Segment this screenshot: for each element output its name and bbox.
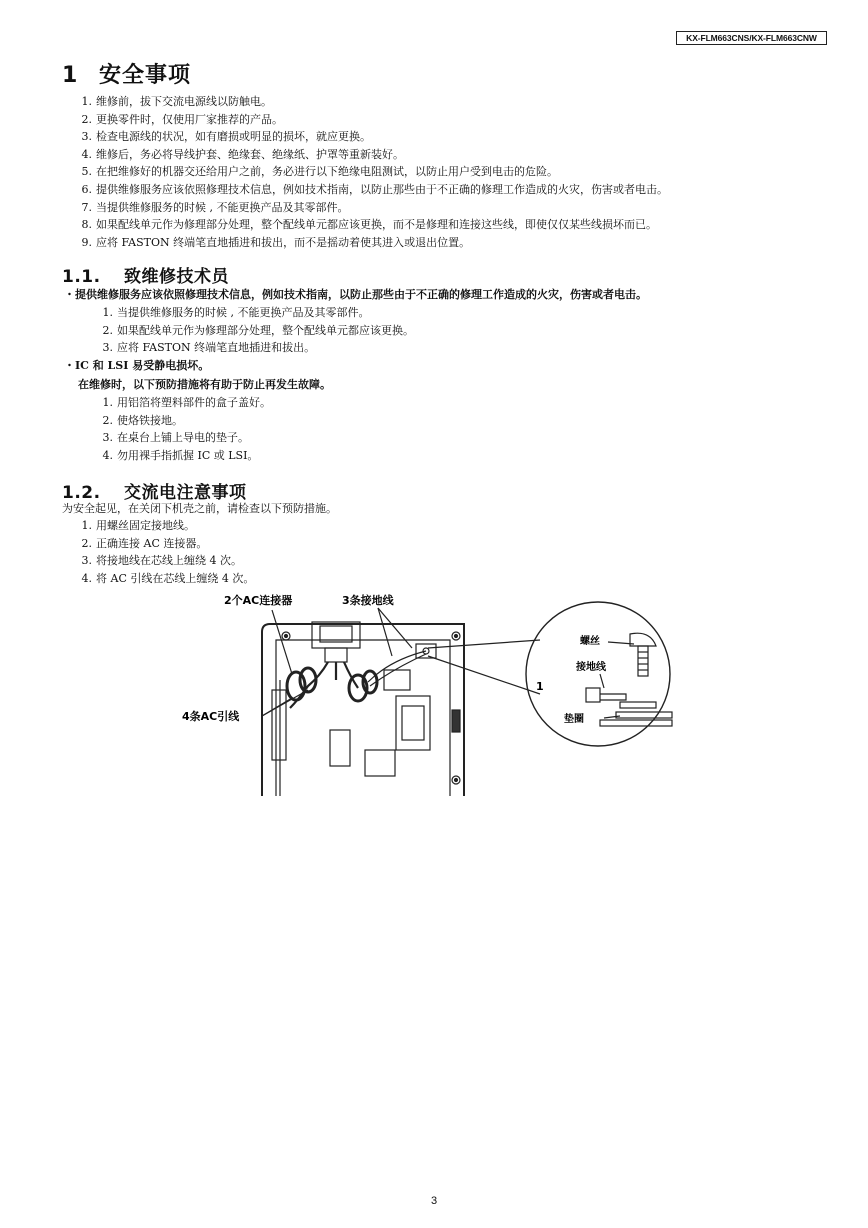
list-item-text: 维修后，务必将导线护套、绝缘套、绝缘纸、护罩等重新装好。 (96, 147, 404, 161)
list-item (95, 429, 271, 447)
list-item-text: 当提供维修服务的时候 , 不能更换产品及其零部件。 (96, 200, 349, 214)
list-item (74, 535, 254, 553)
list-item-number: 1. (102, 396, 113, 409)
label-screw: 螺丝 (580, 636, 600, 647)
list-item-number: 2. (81, 536, 92, 550)
list-item-text: 维修前，拔下交流电源线以防触电。 (96, 95, 272, 108)
label-ground-wire: 接地线 (576, 662, 606, 673)
technician-bullet-2-sub: 在维修时，以下预防措施将有助于防止再发生故障。 (78, 378, 331, 391)
list-item (95, 447, 271, 465)
section-title: 安全事项 (99, 63, 192, 88)
list-item-text: 正确连接 AC 连接器。 (96, 536, 208, 550)
list-item-number: 2. (102, 413, 113, 427)
section-1-1-heading (62, 262, 229, 287)
list-item-text: 将接地线在芯线上缠绕 4 次。 (96, 554, 242, 568)
section-title: 交流电注意事项 (124, 483, 247, 503)
section-title: 致维修技术员 (124, 267, 229, 287)
label-ground-wires: 3条接地线 (342, 594, 394, 607)
model-number-box: KX-FLM663CNS/KX-FLM663CNW (676, 31, 827, 45)
list-item (74, 517, 254, 535)
list-item (95, 412, 271, 430)
list-item-text: 当提供维修服务的时候 , 不能更换产品及其零部件。 (117, 306, 370, 319)
list-item-number: 9. (81, 235, 92, 249)
list-item (74, 181, 668, 199)
ac-intro: 为安全起见，在关闭下机壳之前，请检查以下预防措施。 (62, 502, 337, 515)
list-item-text: 检查电源线的状况，如有磨损或明显的损坏，就应更换。 (96, 130, 371, 144)
list-item (74, 570, 254, 588)
list-item-number: 1. (102, 306, 113, 319)
list-item-text: 将 AC 引线在芯线上缠绕 4 次。 (96, 571, 255, 585)
list-item (74, 552, 254, 570)
list-item (74, 216, 668, 234)
list-item-number: 4. (81, 147, 92, 161)
list-item-text: 勿用裸手指抓握 IC 或 LSI。 (117, 448, 259, 462)
section-number: 1.2. (62, 483, 101, 503)
list-item-number: 2. (102, 323, 113, 337)
list-item (74, 128, 668, 146)
section-number: 1 (62, 63, 79, 88)
ac-list (74, 517, 254, 587)
list-item (74, 199, 668, 217)
list-item (74, 163, 668, 181)
list-item-text: 用螺丝固定接地线。 (96, 519, 195, 532)
technician-bullet-2: ・IC 和 LSI 易受静电损坏。 (64, 359, 210, 372)
section-1-heading (62, 58, 191, 89)
label-number-one: 1 (536, 680, 544, 693)
list-item-text: 应将 FASTON 终端笔直地插进和拔出，而不是摇动着使其进入或退出位置。 (96, 235, 471, 249)
safety-list (74, 93, 668, 251)
list-item (74, 111, 668, 129)
list-item-number: 1. (81, 95, 92, 108)
list-item-number: 2. (81, 112, 92, 126)
list-item-number: 6. (81, 182, 92, 196)
list-item-number: 7. (81, 200, 92, 214)
list-item-text: 在把维修好的机器交还给用户之前，务必进行以下绝缘电阻测试，以防止用户受到电击的危险。 (96, 165, 558, 179)
list-item-number: 3. (81, 554, 92, 568)
list-item (74, 93, 668, 111)
grounding-diagram (180, 590, 680, 796)
list-item (74, 146, 668, 164)
list-item-number: 5. (81, 165, 92, 179)
label-ac-leads: 4条AC引线 (182, 710, 240, 723)
list-item (95, 394, 271, 412)
list-item-text: 更换零件时，仅使用厂家推荐的产品。 (96, 112, 283, 126)
list-item-text: 在桌台上铺上导电的垫子。 (117, 431, 249, 445)
list-item-text: 如果配线单元作为修理部分处理，整个配线单元都应该更换，而不是修理和连接这些线，即使仅仅某些线损坏而已。 (96, 218, 657, 232)
list-item (74, 234, 668, 252)
technician-bullet-1: ・提供维修服务应该依照修理技术信息，例如技术指南，以防止那些由于不正确的修理工作造成的火灾，伤害或者电击。 (64, 288, 647, 301)
list-item-number: 3. (102, 341, 113, 355)
list-item-text: 如果配线单元作为修理部分处理，整个配线单元都应该更换。 (117, 323, 414, 337)
list-item-number: 4. (102, 448, 113, 462)
section-number: 1.1. (62, 267, 101, 287)
page-number: 3 (430, 1195, 438, 1207)
list-item-number: 4. (81, 571, 92, 585)
list-item (95, 322, 414, 340)
list-item-number: 1. (81, 519, 92, 532)
list-item-text: 用铝箔将塑料部件的盒子盖好。 (117, 396, 271, 409)
technician-list-2 (95, 394, 271, 464)
list-item-number: 3. (102, 431, 113, 445)
label-washer: 垫圈 (564, 714, 584, 725)
list-item-text: 应将 FASTON 终端笔直地插进和拔出。 (117, 341, 316, 355)
list-item-number: 3. (81, 130, 92, 144)
label-ac-connector: 2个AC连接器 (224, 594, 293, 607)
list-item-text: 使烙铁接地。 (117, 413, 183, 427)
list-item (95, 339, 414, 357)
list-item-text: 提供维修服务应该依照修理技术信息，例如技术指南，以防止那些由于不正确的修理工作造成的火灾，伤害或者电击。 (96, 182, 668, 196)
list-item-number: 8. (81, 218, 92, 232)
technician-list-1 (95, 304, 414, 357)
list-item (95, 304, 414, 322)
